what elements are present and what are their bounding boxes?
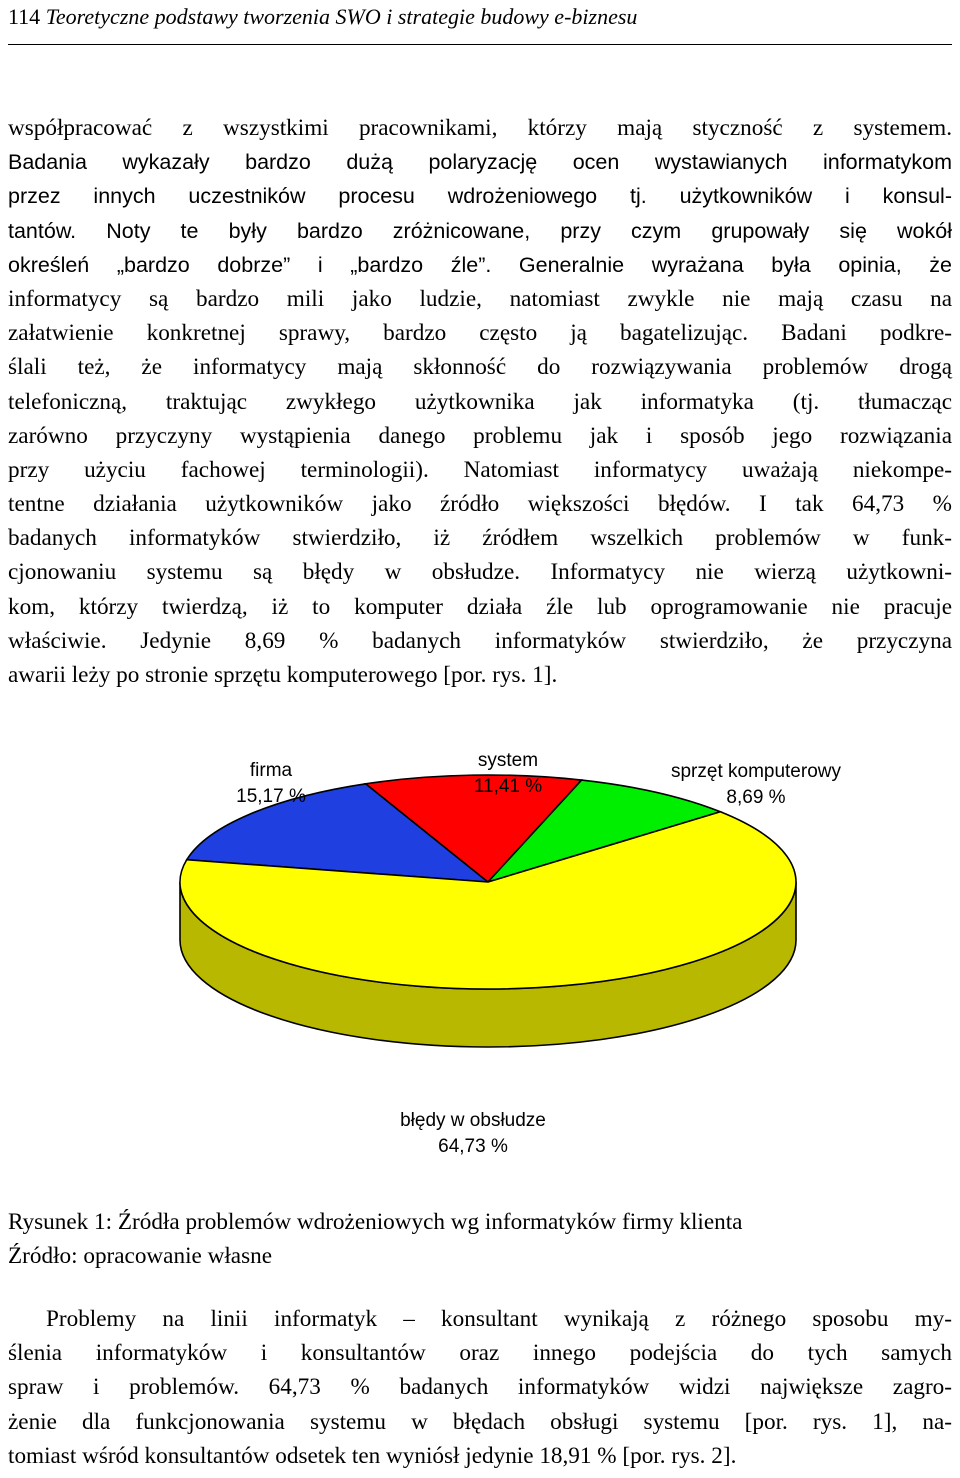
body-paragraph-1 [8, 111, 952, 692]
body-paragraph-2 [8, 1302, 952, 1473]
figure-caption: Rysunek 1: Źródła problemów wdrożeniowych wg informatyków firmy klienta [8, 1209, 743, 1235]
text-line: żenie dla funkcjonowania systemu w błędach obsługi systemu [por. rys. 1], na- [8, 1408, 952, 1435]
slice-label-value: 64,73 % [438, 1136, 508, 1157]
text-line: współpracować z wszystkimi pracownikami, którzy mają styczność z systemem. [8, 115, 952, 141]
text-line: tomiast wśród konsultantów odsetek ten wyniósł jedynie 18,91 % [por. rys. 2]. [8, 1442, 737, 1469]
running-header [8, 0, 952, 45]
text-line: tentne działania użytkowników jako źródło większości błędów. I tak 64,73 % [8, 491, 952, 518]
pie-chart [0, 730, 960, 1170]
text-line: Badania wykazały bardzo dużą polaryzację ocen wystawianych informatykom [8, 150, 952, 175]
text-line: tantów. Noty te były bardzo zróżnicowane, przy czym grupowały się wokół [8, 218, 952, 243]
text-line: awarii leży po stronie sprzętu komputerowego [por. rys. 1]. [8, 662, 558, 688]
slice-label-name: błędy w obsłudze [400, 1110, 546, 1131]
slice-label-name: system [477, 750, 539, 771]
text-line: kom, którzy twierdzą, iż to komputer działa źle lub oprogramowanie nie pracuje [8, 593, 952, 620]
text-line: spraw i problemów. 64,73 % badanych informatyków widzi największe zagro- [8, 1374, 952, 1401]
slice-label-value: 11,41 % [473, 776, 543, 797]
slice-label-name: sprzęt komputerowy [670, 761, 842, 782]
text-line: cjonowaniu systemu są błędy w obsłudze. Informatycy nie wierzą użytkowni- [8, 559, 952, 586]
figure-source: Źródło: opracowanie własne [8, 1243, 272, 1269]
text-line: zarówno przyczyny wystąpienia danego problemu jak i sposób jego rozwiązania [8, 422, 952, 449]
text-line: przy użyciu fachowej terminologii). Natomiast informatycy uważają niekompe- [8, 456, 952, 483]
text-line: badanych informatyków stwierdziło, iż źródłem wszelkich problemów w funk- [8, 525, 952, 552]
text-line: właściwie. Jedynie 8,69 % badanych informatyków stwierdziło, że przyczyna [8, 627, 952, 654]
page-number: 114 [8, 4, 41, 29]
slice-label-value: 8,69 % [726, 787, 786, 808]
text-line: telefoniczną, traktując zwykłego użytkownika jak informatyka (tj. tłumacząc [8, 388, 952, 415]
pie-top-face [180, 775, 796, 989]
running-title: Teoretyczne podstawy tworzenia SWO i strategie budowy e-biznesu [45, 4, 638, 29]
slice-label-name: firma [249, 760, 293, 781]
text-line: załatwienie konkretnej sprawy, bardzo często ją bagatelizując. Badani podkre- [8, 320, 952, 347]
slice-label-value: 15,17 % [236, 786, 306, 807]
text-line: ślenia informatyków i konsultantów oraz innego podejścia do tych samych [8, 1340, 952, 1367]
text-line: Problemy na linii informatyk – konsultant wynikają z różnego sposobu my- [46, 1306, 952, 1332]
text-line: ślali też, że informatycy mają skłonność do rozwiązywania problemów drogą [8, 354, 952, 381]
text-line: określeń „bardzo dobrze” i „bardzo źle”. Generalnie wyrażana była opinia, że [8, 252, 952, 277]
text-line: przez innych uczestników procesu wdrożeniowego tj. użytkowników i konsul- [8, 184, 952, 209]
text-line: informatycy są bardzo mili jako ludzie, natomiast zwykle nie mają czasu na [8, 285, 952, 312]
